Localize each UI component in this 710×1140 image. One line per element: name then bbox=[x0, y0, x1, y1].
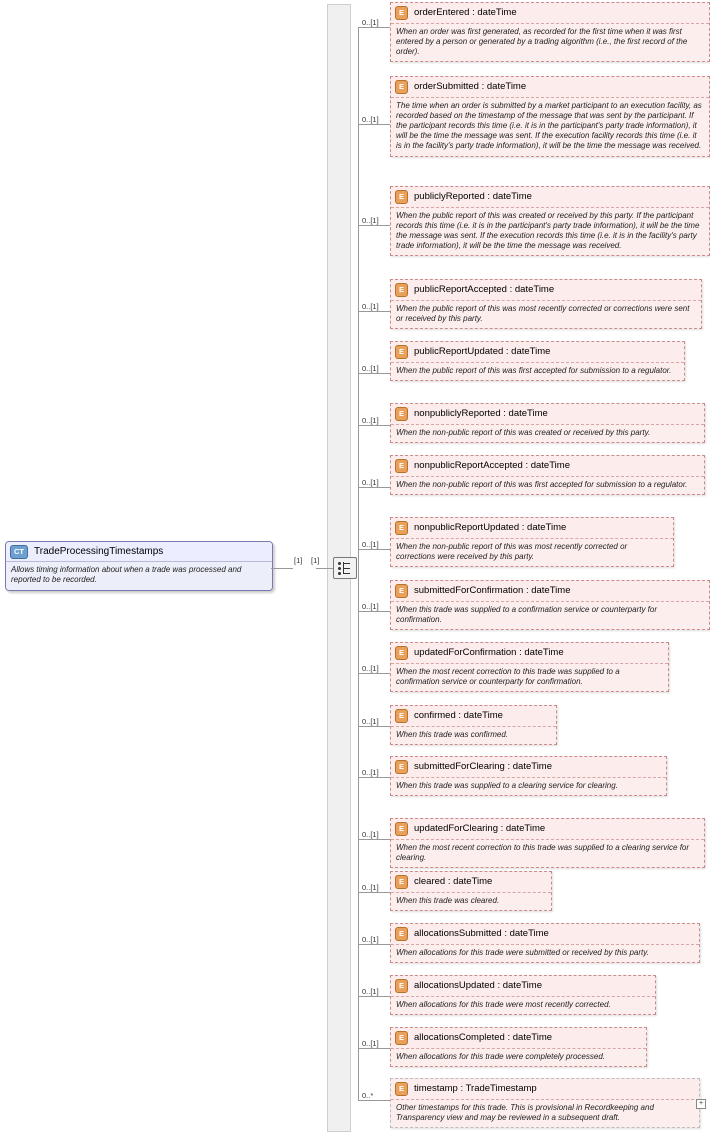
sequence-dot bbox=[338, 562, 341, 565]
element-header bbox=[391, 1028, 646, 1049]
complextype-header bbox=[6, 542, 272, 562]
element-name: publiclyReported : dateTime bbox=[414, 191, 532, 203]
cardinality-4: 0..[1] bbox=[362, 364, 379, 373]
element-tag-icon: E bbox=[395, 875, 408, 889]
element-node-ordersubmitted[interactable] bbox=[390, 76, 710, 157]
element-tag-icon: E bbox=[395, 760, 408, 774]
connector-9 bbox=[358, 673, 390, 674]
connector-14 bbox=[358, 944, 390, 945]
element-name: nonpublicReportAccepted : dateTime bbox=[414, 460, 570, 472]
element-header bbox=[391, 342, 684, 363]
cardinality-11: 0..[1] bbox=[362, 768, 379, 777]
sequence-dot bbox=[338, 572, 341, 575]
element-documentation: When allocations for this trade were submitted or received by this party. bbox=[391, 945, 699, 962]
element-header bbox=[391, 456, 704, 477]
element-header bbox=[391, 706, 556, 727]
element-header bbox=[391, 819, 704, 840]
element-tag-icon: E bbox=[395, 190, 408, 204]
element-header bbox=[391, 404, 704, 425]
connector-4 bbox=[358, 373, 390, 374]
sequence-dot bbox=[338, 567, 341, 570]
cardinality-5: 0..[1] bbox=[362, 416, 379, 425]
element-node-allocationscompleted[interactable] bbox=[390, 1027, 647, 1067]
connector-16 bbox=[358, 1048, 390, 1049]
element-documentation: Other timestamps for this trade. This is provisional in Recordkeeping and Transparency view and may be reviewed in a subsequent draft. bbox=[391, 1100, 699, 1127]
element-node-publicreportupdated[interactable] bbox=[390, 341, 685, 381]
element-tag-icon: E bbox=[395, 80, 408, 94]
element-header bbox=[391, 757, 666, 778]
element-node-submittedforclearing[interactable] bbox=[390, 756, 667, 796]
sequence-stub bbox=[343, 573, 350, 574]
element-tag-icon: E bbox=[395, 407, 408, 421]
connector-0 bbox=[358, 27, 390, 28]
element-name: submittedForClearing : dateTime bbox=[414, 761, 552, 773]
element-header bbox=[391, 3, 709, 24]
connector-12 bbox=[358, 839, 390, 840]
element-node-publicreportaccepted[interactable] bbox=[390, 279, 702, 329]
element-node-timestamp[interactable] bbox=[390, 1078, 704, 1128]
element-tag-icon: E bbox=[395, 283, 408, 297]
element-tag-icon: E bbox=[395, 822, 408, 836]
connector-root-2 bbox=[316, 568, 333, 569]
element-node-confirmed[interactable] bbox=[390, 705, 557, 745]
element-node-cleared[interactable] bbox=[390, 871, 552, 911]
element-node-submittedforconfirmation[interactable] bbox=[390, 580, 710, 630]
connector-1 bbox=[358, 124, 390, 125]
connector-6 bbox=[358, 487, 390, 488]
cardinality-root-left: [1] bbox=[294, 556, 303, 565]
element-node-updatedforconfirmation[interactable] bbox=[390, 642, 669, 692]
element-tag-icon: E bbox=[395, 584, 408, 598]
element-name: confirmed : dateTime bbox=[414, 710, 503, 722]
sequence-icon[interactable] bbox=[333, 557, 357, 579]
element-documentation: When the public report of this was most recently corrected or corrections were sent or received by this party. bbox=[391, 301, 701, 328]
element-header bbox=[391, 924, 699, 945]
cardinality-9: 0..[1] bbox=[362, 664, 379, 673]
cardinality-13: 0..[1] bbox=[362, 883, 379, 892]
element-documentation: When this trade was cleared. bbox=[391, 893, 551, 910]
element-tag-icon: E bbox=[395, 521, 408, 535]
cardinality-16: 0..[1] bbox=[362, 1039, 379, 1048]
connector-spine bbox=[358, 27, 359, 1100]
element-documentation: When this trade was supplied to a clearing service for clearing. bbox=[391, 778, 666, 795]
element-documentation: When the most recent correction to this trade was supplied to a confirmation service or counterparty for confirmation. bbox=[391, 664, 668, 691]
element-name: allocationsSubmitted : dateTime bbox=[414, 928, 549, 940]
element-tag-icon: E bbox=[395, 927, 408, 941]
connector-3 bbox=[358, 311, 390, 312]
element-header bbox=[391, 518, 673, 539]
connector-13 bbox=[358, 892, 390, 893]
expand-icon[interactable]: + bbox=[696, 1099, 706, 1109]
cardinality-3: 0..[1] bbox=[362, 302, 379, 311]
element-name: nonpublicReportUpdated : dateTime bbox=[414, 522, 567, 534]
element-header bbox=[391, 581, 709, 602]
element-header bbox=[391, 1079, 699, 1100]
element-header bbox=[391, 976, 655, 997]
sequence-stub bbox=[343, 568, 350, 569]
element-documentation: When allocations for this trade were completely processed. bbox=[391, 1049, 646, 1066]
complextype-title: TradeProcessingTimestamps bbox=[34, 546, 164, 558]
complextype-documentation: Allows timing information about when a trade was processed and reported to be recorded. bbox=[6, 562, 272, 590]
connector-17 bbox=[358, 1100, 390, 1101]
element-tag-icon: E bbox=[395, 1031, 408, 1045]
cardinality-14: 0..[1] bbox=[362, 935, 379, 944]
cardinality-2: 0..[1] bbox=[362, 216, 379, 225]
connector-2 bbox=[358, 225, 390, 226]
cardinality-0: 0..[1] bbox=[362, 18, 379, 27]
element-documentation: The time when an order is submitted by a market participant to an execution facility, as recorded based on the timestamp of the message that was sent by the participant. If the participant records this time (i.e. it is in the participant's party trade information), it will be the time the message was sent. If the execution facility records this time (i.e. it is in the facility's party trade information), it will be the time the message was received. bbox=[391, 98, 709, 156]
element-name: orderSubmitted : dateTime bbox=[414, 81, 527, 93]
element-node-nonpublicreportupdated[interactable] bbox=[390, 517, 674, 567]
element-name: allocationsCompleted : dateTime bbox=[414, 1032, 553, 1044]
element-documentation: When this trade was confirmed. bbox=[391, 727, 556, 744]
element-tag-icon: E bbox=[395, 979, 408, 993]
element-name: cleared : dateTime bbox=[414, 876, 493, 888]
connector-7 bbox=[358, 549, 390, 550]
element-documentation: When an order was first generated, as recorded for the first time when it was first entered by a person or generated by a trading algorithm (i.e., the first record of the order). bbox=[391, 24, 709, 62]
connector-10 bbox=[358, 726, 390, 727]
cardinality-15: 0..[1] bbox=[362, 987, 379, 996]
element-header bbox=[391, 872, 551, 893]
element-documentation: When the most recent correction to this trade was supplied to a clearing service for clearing. bbox=[391, 840, 704, 867]
element-name: updatedForClearing : dateTime bbox=[414, 823, 546, 835]
element-name: nonpubliclyReported : dateTime bbox=[414, 408, 548, 420]
element-tag-icon: E bbox=[395, 646, 408, 660]
cardinality-17: 0..* bbox=[362, 1091, 374, 1100]
element-tag-icon: E bbox=[395, 459, 408, 473]
cardinality-6: 0..[1] bbox=[362, 478, 379, 487]
element-documentation: When allocations for this trade were most recently corrected. bbox=[391, 997, 655, 1014]
element-node-nonpublicreportaccepted[interactable] bbox=[390, 455, 705, 495]
cardinality-12: 0..[1] bbox=[362, 830, 379, 839]
connector-root bbox=[271, 568, 293, 569]
connector-8 bbox=[358, 611, 390, 612]
element-documentation: When the non-public report of this was most recently corrected or corrections were received by this party. bbox=[391, 539, 673, 566]
element-header bbox=[391, 77, 709, 98]
element-header bbox=[391, 187, 709, 208]
cardinality-8: 0..[1] bbox=[362, 602, 379, 611]
cardinality-1: 0..[1] bbox=[362, 115, 379, 124]
element-name: publicReportAccepted : dateTime bbox=[414, 284, 555, 296]
element-node-allocationsupdated[interactable] bbox=[390, 975, 656, 1015]
element-tag-icon: E bbox=[395, 1082, 408, 1096]
element-name: publicReportUpdated : dateTime bbox=[414, 346, 551, 358]
element-header bbox=[391, 643, 668, 664]
connector-15 bbox=[358, 996, 390, 997]
element-node-publiclyreported[interactable] bbox=[390, 186, 710, 256]
element-documentation: When the public report of this was first accepted for submission to a regulator. bbox=[391, 363, 684, 380]
element-node-allocationssubmitted[interactable] bbox=[390, 923, 700, 963]
cardinality-root-right: [1] bbox=[311, 556, 320, 565]
cardinality-10: 0..[1] bbox=[362, 717, 379, 726]
sequence-stub bbox=[343, 563, 350, 564]
element-documentation: When the non-public report of this was created or received by this party. bbox=[391, 425, 704, 442]
element-name: updatedForConfirmation : dateTime bbox=[414, 647, 564, 659]
element-name: allocationsUpdated : dateTime bbox=[414, 980, 542, 992]
element-node-nonpubliclyreported[interactable] bbox=[390, 403, 705, 443]
element-node-orderentered[interactable] bbox=[390, 2, 710, 62]
element-tag-icon: E bbox=[395, 6, 408, 20]
element-name: orderEntered : dateTime bbox=[414, 7, 517, 19]
complextype-tag-icon: CT bbox=[10, 545, 28, 559]
element-header bbox=[391, 280, 701, 301]
cardinality-7: 0..[1] bbox=[362, 540, 379, 549]
element-name: submittedForConfirmation : dateTime bbox=[414, 585, 571, 597]
element-tag-icon: E bbox=[395, 709, 408, 723]
element-tag-icon: E bbox=[395, 345, 408, 359]
complextype-node-tradeprocessingtimestamps[interactable] bbox=[5, 541, 273, 591]
element-name: timestamp : TradeTimestamp bbox=[414, 1083, 537, 1095]
element-documentation: When this trade was supplied to a confirmation service or counterparty for confirmation. bbox=[391, 602, 709, 629]
connector-11 bbox=[358, 777, 390, 778]
element-documentation: When the non-public report of this was first accepted for submission to a regulator. bbox=[391, 477, 704, 494]
element-node-updatedforclearing[interactable] bbox=[390, 818, 705, 868]
element-documentation: When the public report of this was created or received by this party. If the participant records this time (i.e. it is in the participant's party trade information), it will be the time the message was sent. If the execution records this time (i.e. it is in the facility's party trade information), it will be the time the message was received. bbox=[391, 208, 709, 256]
connector-5 bbox=[358, 425, 390, 426]
